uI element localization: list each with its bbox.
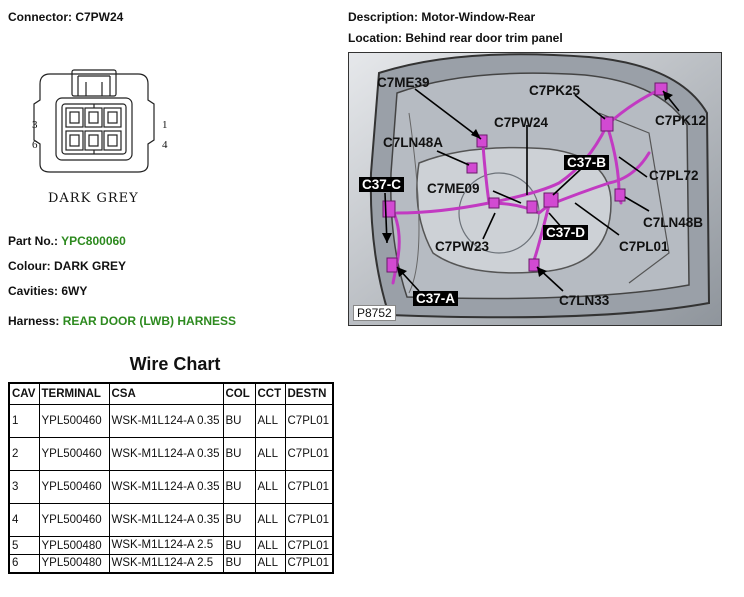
callout-c37-c: C37-C <box>359 177 404 192</box>
connector-colour-caption: DARK GREY <box>48 191 139 206</box>
colour-info: Colour: DARK GREY <box>8 259 126 273</box>
cell-col: BU <box>223 555 255 573</box>
cell-destn: C7PL01 <box>285 438 333 471</box>
cell-cct: ALL <box>255 537 285 555</box>
cell-csa: WSK-M1L124-A 0.35 <box>109 405 223 438</box>
cell-cav: 6 <box>9 555 39 573</box>
harness-label: Harness: <box>8 314 63 328</box>
header-cav: CAV <box>9 383 39 405</box>
cell-cav: 3 <box>9 471 39 504</box>
callout-c7pw23: C7PW23 <box>435 239 490 254</box>
cavities-info: Cavities: 6WY <box>8 284 88 298</box>
cell-col: BU <box>223 438 255 471</box>
callout-c7pw24: C7PW24 <box>494 115 549 130</box>
table-row <box>9 438 333 471</box>
connector-label: Connector: C7PW24 <box>8 10 124 24</box>
header-col: COL <box>223 383 255 405</box>
callout-c7me09: C7ME09 <box>427 181 480 196</box>
cell-cct: ALL <box>255 438 285 471</box>
callout-c7ln48a: C7LN48A <box>383 135 444 150</box>
pin-number-3: 3 <box>32 119 38 131</box>
cell-cav: 2 <box>9 438 39 471</box>
harness-value[interactable]: REAR DOOR (LWB) HARNESS <box>62 314 237 328</box>
table-row <box>9 555 333 573</box>
description: Description: Motor-Window-Rear <box>348 10 536 24</box>
cell-csa: WSK-M1L124-A 0.35 <box>109 471 223 504</box>
cell-terminal: YPL500460 <box>39 405 109 438</box>
cell-csa: WSK-M1L124-A 0.35 <box>109 438 223 471</box>
location: Location: Behind rear door trim panel <box>348 31 563 45</box>
cell-destn: C7PL01 <box>285 555 333 573</box>
cell-destn: C7PL01 <box>285 471 333 504</box>
wire-table-header-row <box>9 383 333 405</box>
header-csa: CSA <box>109 383 223 405</box>
callout-c7pk25: C7PK25 <box>529 83 581 98</box>
cell-destn: C7PL01 <box>285 405 333 438</box>
cell-csa: WSK-M1L124-A 2.5 <box>109 555 223 573</box>
cell-cct: ALL <box>255 471 285 504</box>
cell-cav: 5 <box>9 537 39 555</box>
location-photo <box>348 52 722 326</box>
callout-c7pl01: C7PL01 <box>619 239 669 254</box>
harness-info <box>8 314 236 328</box>
table-row <box>9 504 333 537</box>
table-row <box>9 471 333 504</box>
pin-number-4: 4 <box>162 139 168 151</box>
part-number <box>8 234 126 248</box>
callout-c37-d: C37-D <box>543 225 588 240</box>
cell-terminal: YPL500480 <box>39 537 109 555</box>
pin-number-1: 1 <box>162 119 168 131</box>
table-row <box>9 405 333 438</box>
pin-number-6: 6 <box>32 139 38 151</box>
cell-cct: ALL <box>255 555 285 573</box>
cell-cav: 1 <box>9 405 39 438</box>
cell-csa: WSK-M1L124-A 2.5 <box>109 537 223 555</box>
connector-face-image <box>26 68 162 176</box>
header-destn: DESTN <box>285 383 333 405</box>
cell-csa: WSK-M1L124-A 0.35 <box>109 504 223 537</box>
callout-c7ln48b: C7LN48B <box>643 215 704 230</box>
cell-terminal: YPL500480 <box>39 555 109 573</box>
wire-chart-table <box>8 382 334 574</box>
cell-terminal: YPL500460 <box>39 504 109 537</box>
cell-col: BU <box>223 471 255 504</box>
callout-c7pl72: C7PL72 <box>649 168 699 183</box>
cell-cav: 4 <box>9 504 39 537</box>
cell-destn: C7PL01 <box>285 537 333 555</box>
part-number-value[interactable]: YPC800060 <box>61 234 126 248</box>
header-terminal: TERMINAL <box>39 383 109 405</box>
connector-drawing <box>26 68 162 176</box>
wire-chart-title: Wire Chart <box>129 354 221 374</box>
cell-terminal: YPL500460 <box>39 471 109 504</box>
cell-cct: ALL <box>255 405 285 438</box>
callout-c37-a: C37-A <box>413 291 458 306</box>
table-row <box>9 537 333 555</box>
photo-reference-code: P8752 <box>353 305 396 321</box>
cell-col: BU <box>223 504 255 537</box>
part-number-label: Part No.: <box>8 234 62 248</box>
cell-col: BU <box>223 537 255 555</box>
cell-terminal: YPL500460 <box>39 438 109 471</box>
callout-c7ln33: C7LN33 <box>559 293 610 308</box>
cell-col: BU <box>223 405 255 438</box>
callout-c37-b: C37-B <box>564 155 609 170</box>
cell-destn: C7PL01 <box>285 504 333 537</box>
header-cct: CCT <box>255 383 285 405</box>
callout-c7pk12: C7PK12 <box>655 113 707 128</box>
callout-c7me39: C7ME39 <box>377 75 430 90</box>
cell-cct: ALL <box>255 504 285 537</box>
